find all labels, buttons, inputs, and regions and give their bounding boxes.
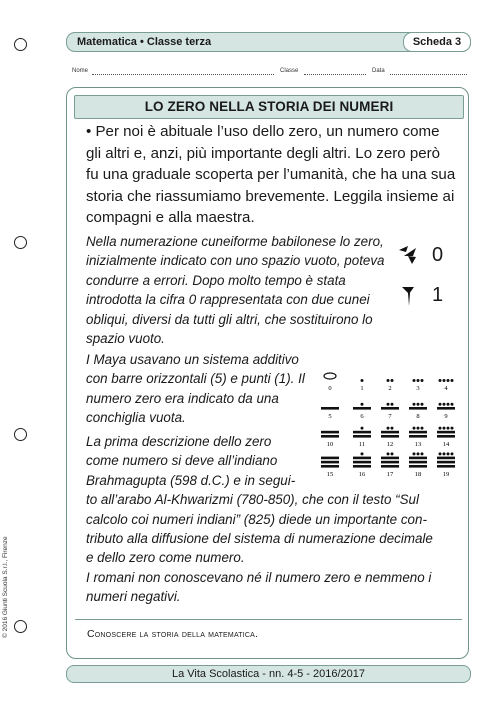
digit-one: 1 — [432, 284, 444, 306]
text-line: tributo alla diffusione del sistema di numerazione decimale — [86, 531, 433, 547]
binder-hole — [14, 38, 27, 51]
maya-number-label: 6 — [360, 413, 364, 420]
maya-number-label: 16 — [358, 471, 366, 478]
text-line: calcolo coi numeri indiani” (825) diede un importante con- — [86, 511, 427, 527]
learning-objective: Conoscere la storia della matematica. — [87, 628, 259, 640]
maya-numeral — [387, 379, 394, 392]
name-label: Nome — [72, 68, 89, 74]
maya-numeral — [381, 403, 399, 420]
maya-number-label: 3 — [416, 385, 420, 392]
babylonian-zero-row — [396, 244, 466, 270]
text-line: La prima descrizione dello zero — [86, 434, 272, 449]
maya-number-label: 4 — [444, 385, 448, 392]
maya-numeral — [353, 403, 371, 420]
maya-number-label: 19 — [442, 471, 450, 478]
header-title: Matematica • Classe terza — [77, 36, 212, 48]
page-title: LO ZERO NELLA STORIA DEI NUMERI — [74, 95, 464, 119]
maya-number-label: 0 — [328, 385, 332, 392]
maya-numeral — [439, 379, 454, 392]
binder-hole — [14, 428, 27, 441]
maya-numeral — [413, 379, 424, 392]
maya-number-label: 11 — [358, 441, 366, 448]
date-field[interactable] — [390, 74, 467, 75]
binder-hole — [14, 236, 27, 249]
maya-number-label: 5 — [328, 413, 332, 420]
scheda-label: Scheda 3 — [403, 32, 471, 52]
cuneiform-one-icon — [396, 284, 424, 308]
copyright-notice: © 2016 Giunti Scuola S.r.l., Firenze — [2, 536, 9, 638]
text-line: come numero si deve all’indiano — [86, 453, 278, 469]
text-line: numeri negativi. — [86, 589, 181, 605]
maya-number-label: 17 — [386, 471, 394, 478]
binder-hole — [14, 620, 27, 633]
maya-numeral — [360, 379, 363, 392]
divider — [75, 619, 462, 620]
text-line: I romani non conoscevano né il numero zero e nemmeno i — [86, 569, 432, 585]
maya-numeral — [437, 403, 455, 420]
maya-paragraph: I Maya usavano un sistema additivo con barre orizzontali (5) e punti (1). Il numero zero era indicato da una conchiglia vuota. — [86, 352, 305, 426]
class-field[interactable] — [304, 74, 366, 75]
maya-number-label: 9 — [444, 413, 448, 420]
maya-number-label: 7 — [388, 413, 392, 420]
text-line: Brahmagupta (598 d.C.) e in segui- — [86, 472, 296, 488]
name-field[interactable] — [92, 74, 274, 75]
text-line: to all’arabo Al-Khwarizmi (780-850), che con il testo “Sul — [86, 492, 419, 508]
maya-number-label: 10 — [326, 441, 334, 448]
maya-number-label: 18 — [414, 471, 422, 478]
footer-bar: La Vita Scolastica - nn. 4-5 - 2016/2017 — [66, 665, 471, 683]
maya-numeral — [321, 407, 339, 420]
maya-number-label: 14 — [442, 441, 450, 448]
indian-paragraph — [86, 432, 462, 607]
maya-number-label: 13 — [414, 441, 422, 448]
text-line: e dello zero come numero. — [86, 550, 245, 566]
maya-number-label: 1 — [360, 385, 364, 392]
class-label: Classe — [280, 68, 299, 74]
maya-number-label: 8 — [416, 413, 420, 420]
babylonian-one-row — [396, 284, 466, 310]
maya-numeral — [324, 373, 336, 392]
maya-numeral — [409, 403, 427, 420]
cuneiform-zero-icon — [396, 244, 424, 268]
babylonian-paragraph: Nella numerazione cuneiforme babilonese lo zero, inizialmente indicato con uno spazio vuoto, poteva condurre a errori. Dopo molto tempo è stata introdotta la cifra 0 rappresentata con due cunei obliqui, diversi da tutti gli altri, che sostituirono lo spazio vuoto. — [86, 234, 385, 347]
date-label: Data — [372, 68, 385, 74]
header-bar — [66, 32, 471, 52]
maya-number-label: 2 — [388, 385, 392, 392]
digit-zero: 0 — [432, 244, 444, 266]
intro-text: • Per noi è abituale l’uso dello zero, un numero come gli altri e, anzi, più importante degli altri. Lo zero però fu una graduale scoperta per l’umanità, che ha una sua storia che riassumiamo brevemente. Leggila insieme ai compagni e alla maestra. — [86, 123, 456, 227]
maya-number-label: 15 — [326, 471, 334, 478]
maya-number-label: 12 — [386, 441, 394, 448]
